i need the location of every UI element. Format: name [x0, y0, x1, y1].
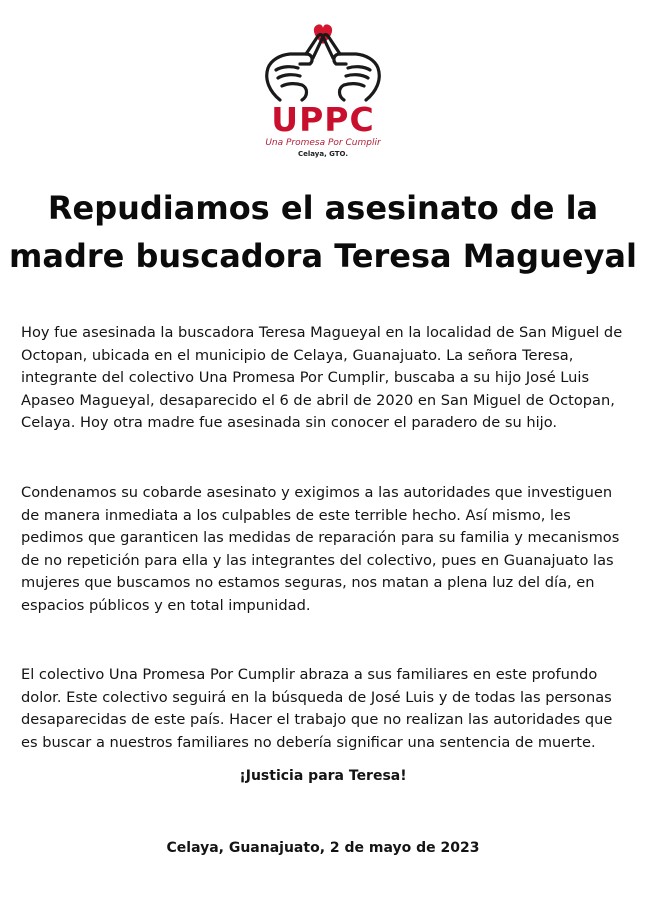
organization-logo [0, 22, 646, 159]
paragraph-2: Condenamos su cobarde asesinato y exigimos a las autoridades que investiguen de manera inmediata a los culpables de este terrible hecho. Así mismo, les pedimos que garanticen las medidas de reparación para su familia y mecanismos de no repetición para ella y las integrantes del colectivo, pues en Guanajuato las mujeres que buscamos no estamos seguras, nos matan a plena luz del día, en espacios públicos y en total impunidad. [21, 484, 620, 614]
title-line-2: madre buscadora Teresa Magueyal [9, 237, 637, 275]
title-line-1: Repudiamos el asesinato de la [47, 189, 599, 227]
paragraph-3: El colectivo Una Promesa Por Cumplir abraza a sus familiares en este profundo dolor. Este colectivo seguirá en la búsqueda de José Luis y de todas las personas desaparecidas de este país. Hacer el trabajo que no realizan las autoridades que es buscar a nuestros familiares no debería significar una sentencia de muerte. [21, 666, 613, 751]
justice-slogan: ¡Justicia para Teresa! [239, 768, 407, 784]
pinky-promise-hands-with-heart-icon [258, 22, 388, 102]
paragraph-1: Hoy fue asesinada la buscadora Teresa Magueyal en la localidad de San Miguel de Octopan, ubicada en el municipio de Celaya, Guanajuato. La señora Teresa, integrante del colectivo Una Promesa Por Cumplir, buscaba a su hijo José Luis Apaseo Magueyal, desaparecido el 6 de abril de 2020 en San Miguel de Octopan, Celaya. Hoy otra madre fue asesinada sin conocer el paradero de su hijo. [21, 324, 623, 432]
dateline: Celaya, Guanajuato, 2 de mayo de 2023 [166, 840, 480, 856]
organization-city: Celaya, GTO. [297, 150, 349, 158]
organization-acronym: UPPC [271, 100, 375, 139]
organization-tagline: Una Promesa Por Cumplir [265, 138, 381, 148]
statement-title [0, 184, 646, 280]
